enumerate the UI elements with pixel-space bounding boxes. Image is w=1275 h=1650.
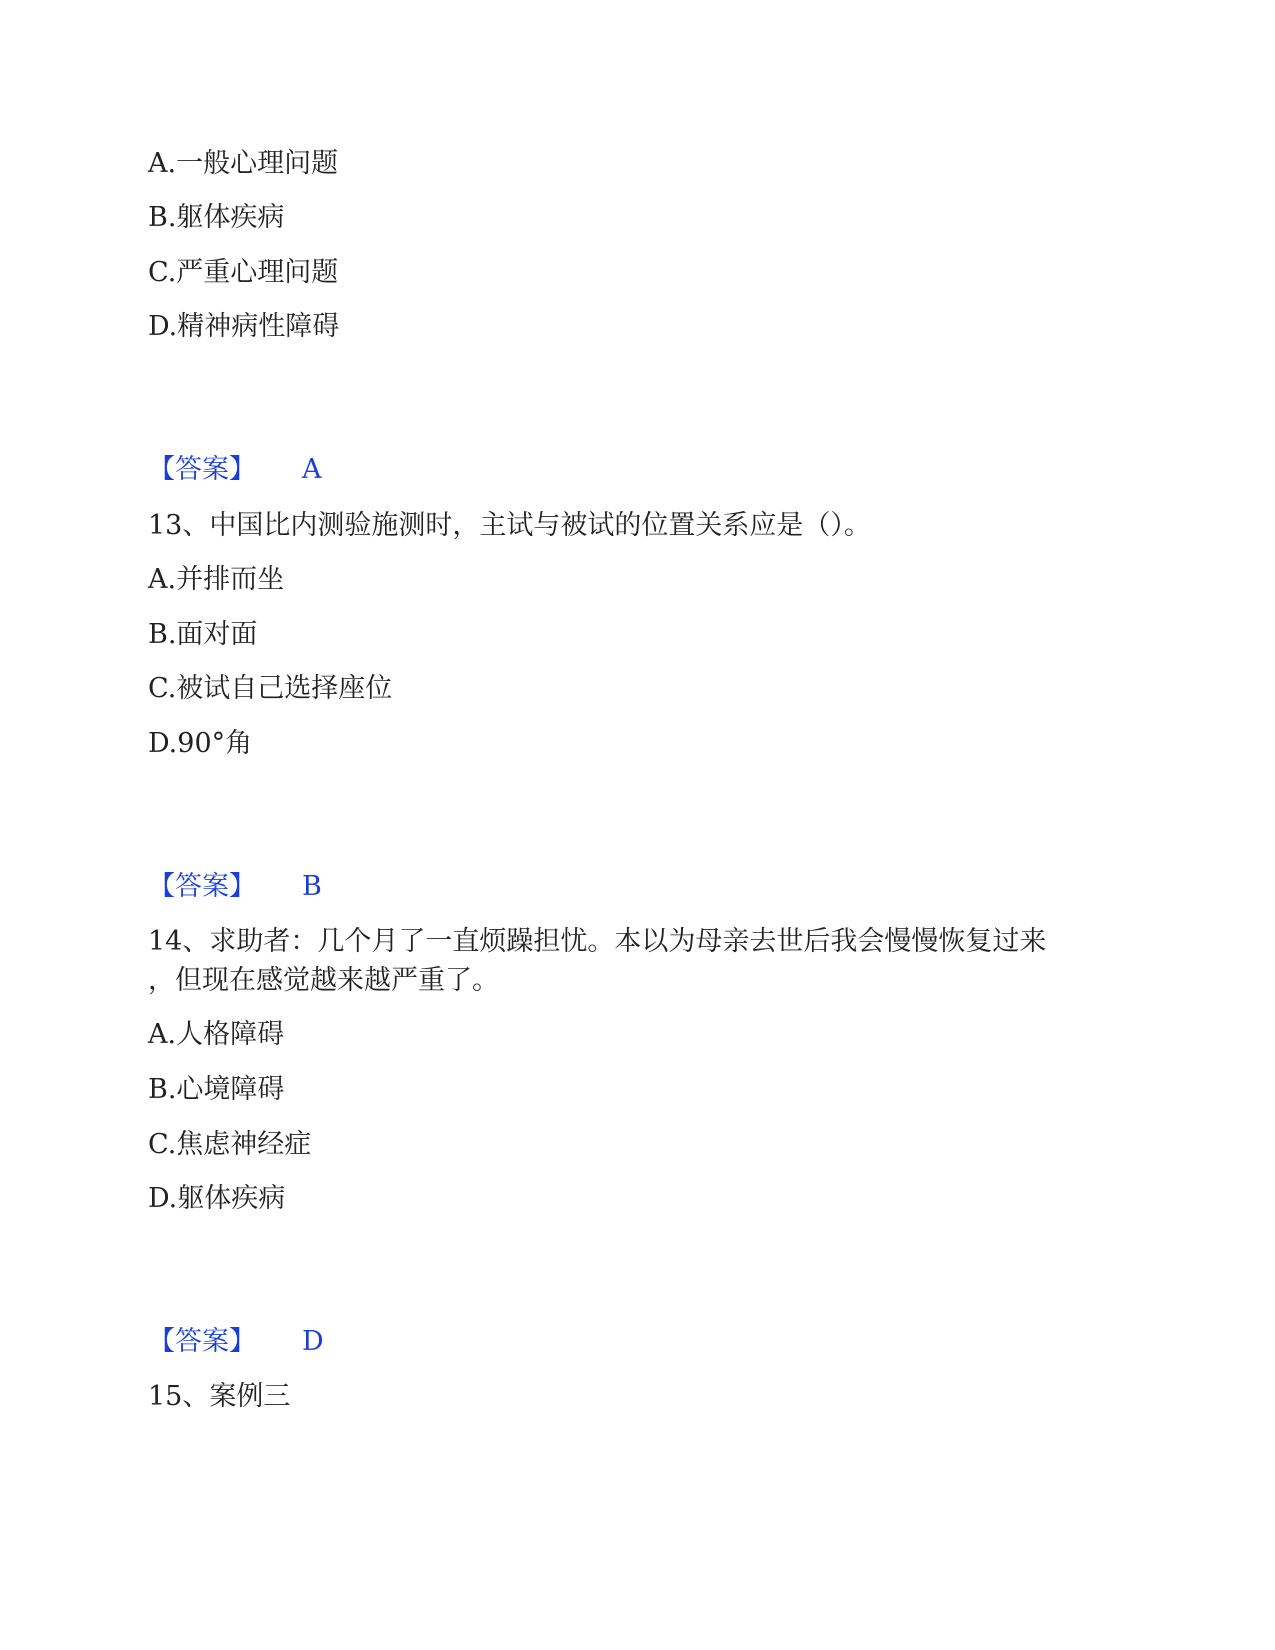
q14-stem-line-2: ，但现在感觉越来越严重了。: [148, 965, 499, 996]
q14-answer: [148, 1324, 324, 1360]
q12-option-c: C.严重心理问题: [148, 257, 339, 288]
q13-option-d: D.90°角: [148, 728, 253, 759]
answer-value: A: [302, 454, 322, 485]
q12-answer: [148, 452, 322, 488]
q13-answer: [148, 869, 322, 905]
answer-tag: 【答案】: [148, 1326, 256, 1357]
q13-option-b: B.面对面: [148, 619, 258, 650]
answer-value: D: [302, 1326, 324, 1357]
answer-tag: 【答案】: [148, 871, 256, 902]
q12-option-d: D.精神病性障碍: [148, 311, 340, 342]
answer-value: B: [302, 871, 322, 902]
q13-option-a: A.并排而坐: [148, 564, 285, 595]
q14-option-c: C.焦虑神经症: [148, 1129, 312, 1160]
q15-stem: 15、案例三: [148, 1381, 291, 1412]
q12-option-b: B.躯体疾病: [148, 202, 285, 233]
q12-option-a: A.一般心理问题: [148, 148, 339, 179]
q14-stem-line-1: 14、求助者：几个月了一直烦躁担忧。本以为母亲去世后我会慢慢恢复过来: [148, 926, 1047, 957]
q14-option-d: D.躯体疾病: [148, 1183, 286, 1214]
q13-stem: 13、中国比内测验施测时，主试与被试的位置关系应是（）。: [148, 510, 871, 541]
answer-tag: 【答案】: [148, 454, 256, 485]
q14-option-b: B.心境障碍: [148, 1074, 285, 1105]
q13-option-c: C.被试自己选择座位: [148, 673, 393, 704]
q14-option-a: A.人格障碍: [148, 1019, 285, 1050]
